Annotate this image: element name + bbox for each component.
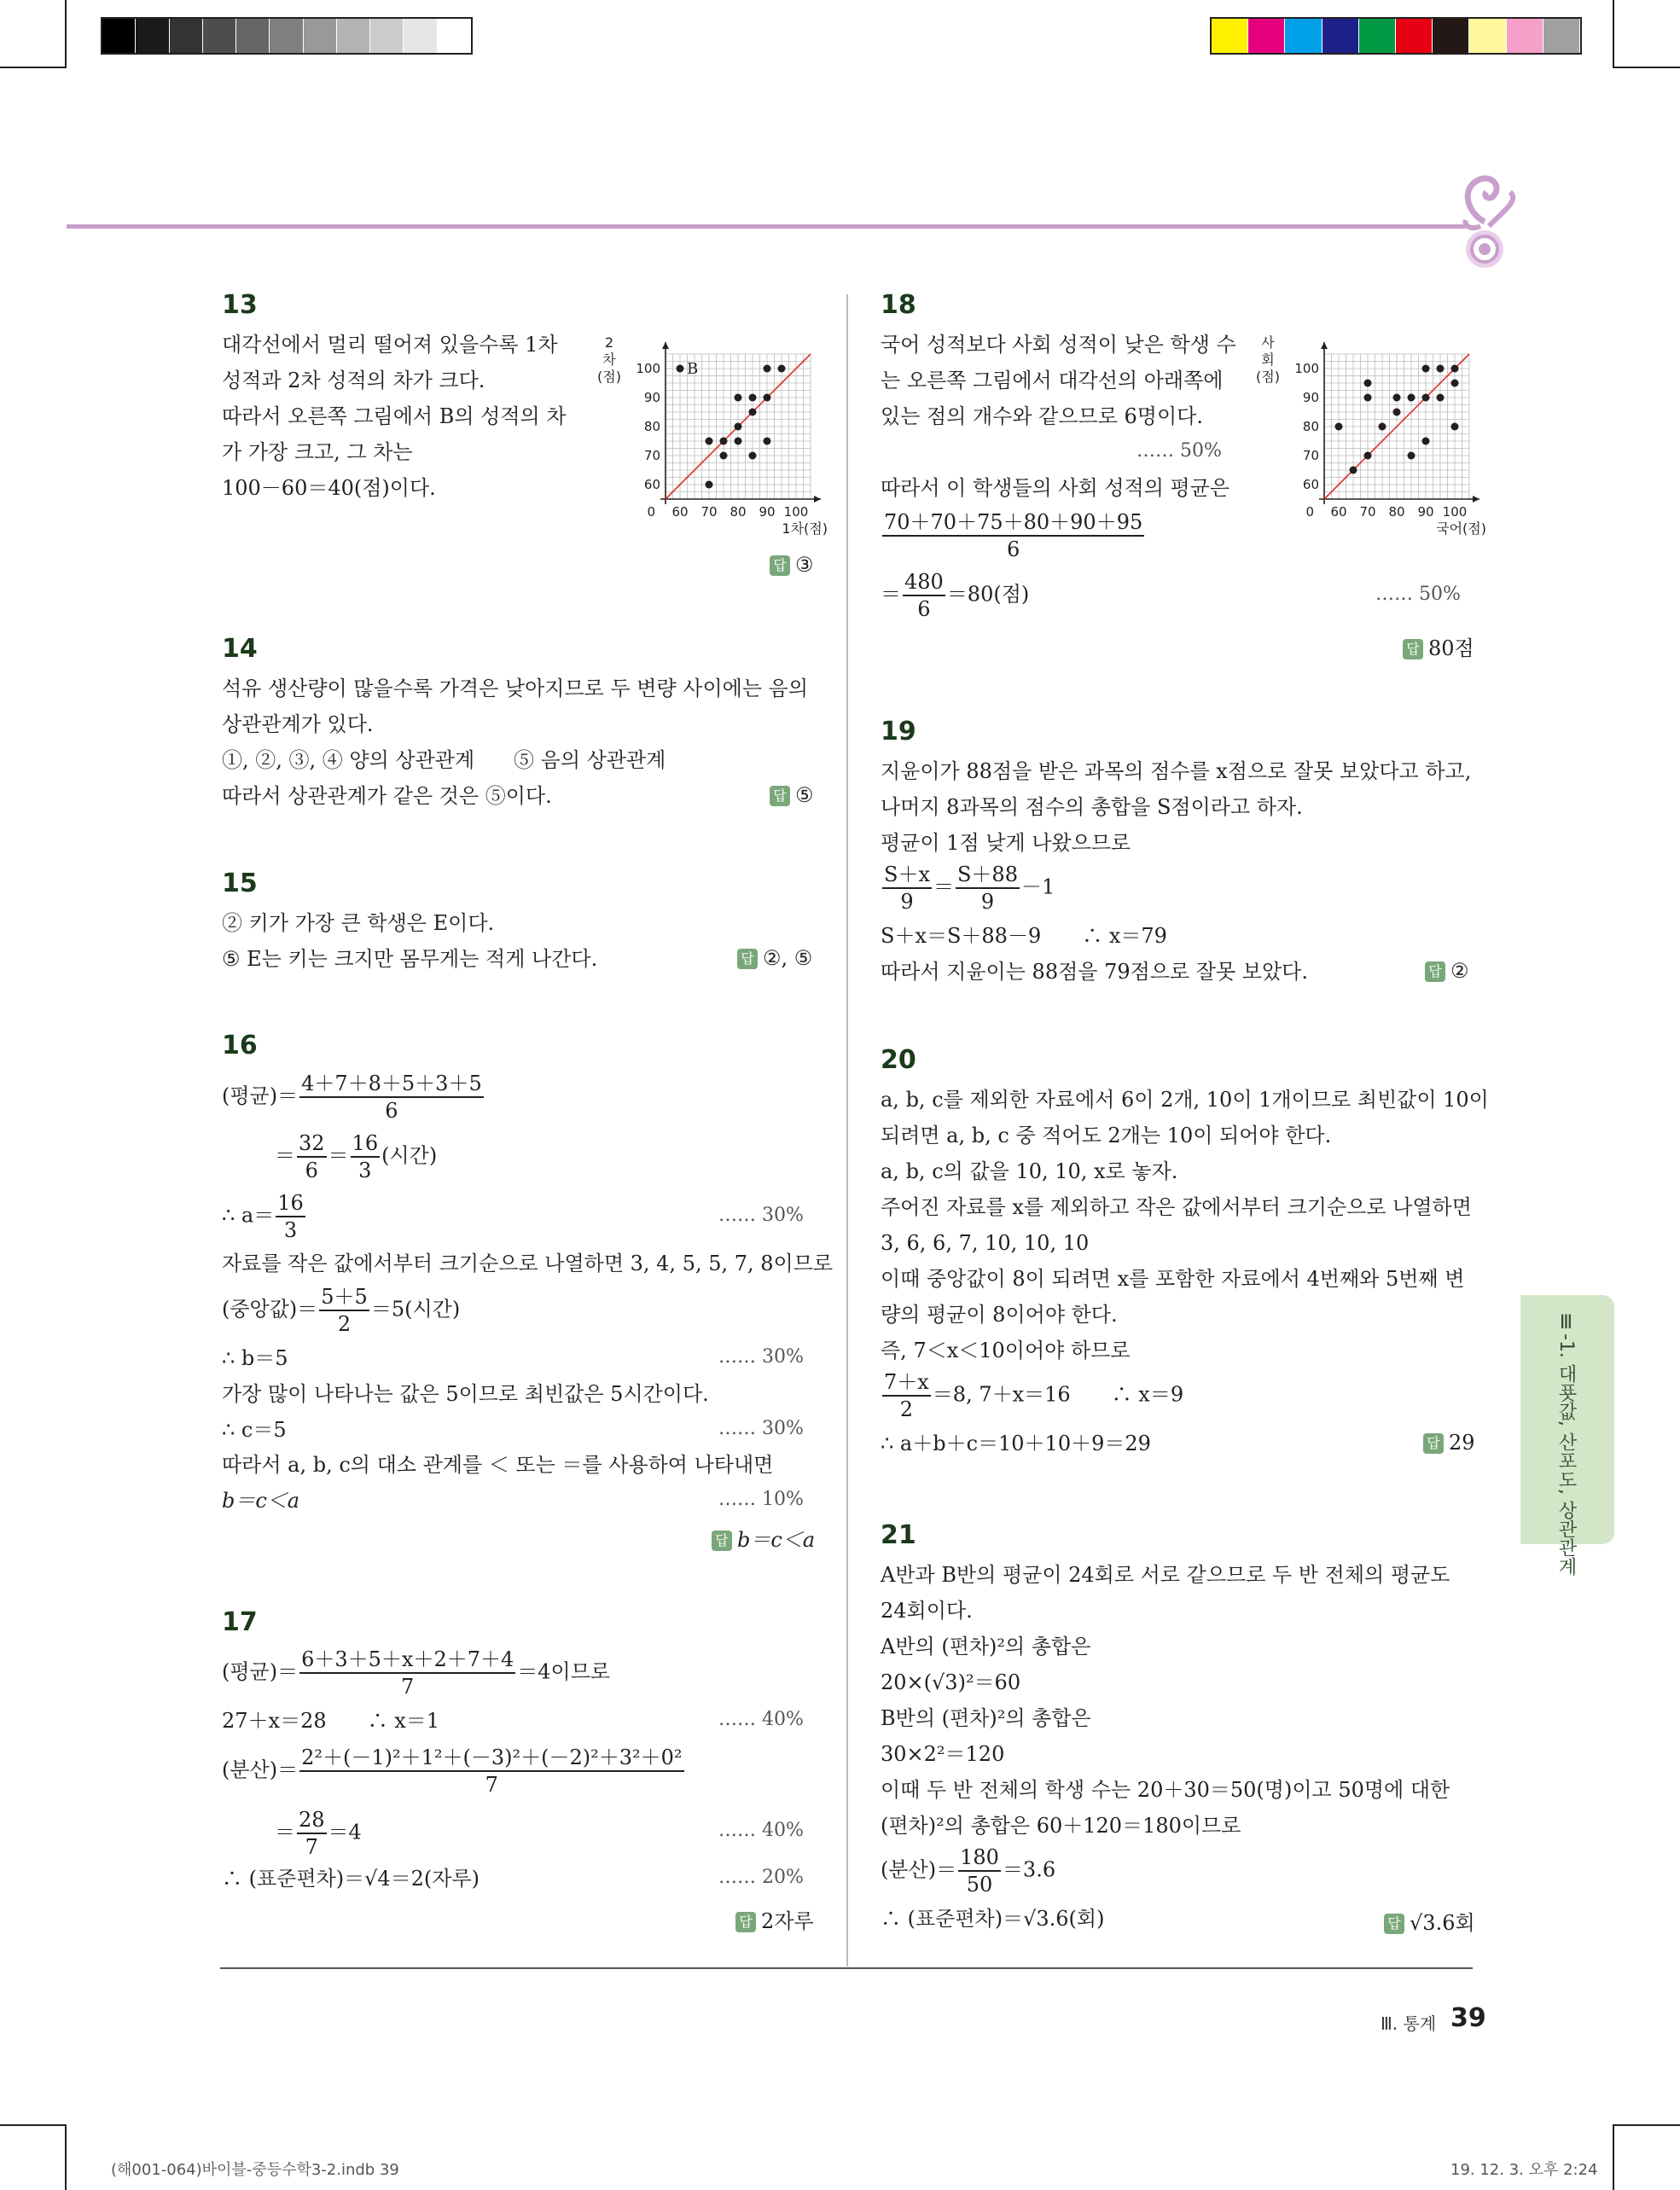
q20-line10: ∴ a＋b＋c＝10＋10＋9＝29 [881,1432,1151,1455]
x-tick-label: 70 [1359,504,1376,520]
footer-section: Ⅲ. 통계 [1381,2013,1437,2034]
y-axis-label: 회 [1261,351,1275,368]
q18-line4: 따라서 이 학생들의 사회 성적의 평균은 [881,476,1230,500]
q21-variance: (분산)＝ $\frac{180}{50}$ ＝3.6 [881,1845,1056,1897]
data-point [735,438,742,445]
process-swatch [1469,19,1506,53]
q21-line7: 이때 두 반 전체의 학생 수는 20＋30＝50(명)이고 50명에 대한 [881,1778,1450,1802]
data-point [1408,394,1416,402]
gray-swatch [370,19,404,53]
x-axis-label: 국어(점) [1436,520,1486,537]
q20-equation: $\frac{7+x}{2}$ ＝8, 7＋x＝16 ∴ x＝9 [884,1370,1184,1421]
q16-b-value: ∴ b＝5 [222,1346,288,1370]
q14-line2: 상관관계가 있다. [222,712,374,736]
data-point [677,365,684,373]
gray-color-bar [101,17,473,55]
q16-sort-text: 자료를 작은 값에서부터 크기순으로 나열하면 3, 4, 5, 5, 7, 8이므로 [222,1252,834,1275]
q20-line3: a, b, c의 값을 10, 10, x로 놓자. [881,1159,1178,1183]
y-axis-arrow [662,342,669,349]
gray-swatch [438,19,471,53]
q15-line1: ② 키가 가장 큰 학생은 E이다. [222,911,495,935]
gray-swatch [404,19,437,53]
y-axis-label: 차 [602,351,616,368]
q14-line4: 따라서 상관관계가 같은 것은 ⑤이다. [222,784,552,808]
data-point [749,394,757,402]
q18-number: 18 [881,290,916,320]
q13-line3: 따라서 오른쪽 그림에서 B의 성적의 차 [222,404,567,428]
q16-score4: …… 10% [718,1489,804,1510]
q15-line2: ⑤ E는 키는 크지만 몸무게는 적게 나간다. [222,947,598,971]
q16-score3: …… 30% [718,1418,804,1439]
footer-file-name: (해001-064)바이블-중등수학3-2.indb 39 [111,2161,399,2179]
q16-score2: …… 30% [718,1346,804,1368]
data-point [1379,423,1386,431]
q20-number: 20 [881,1045,916,1075]
q13-number: 13 [222,290,258,320]
data-point [1437,365,1445,373]
q17-score2: …… 40% [718,1820,804,1841]
q13-line4: 가 가장 크고, 그 차는 [222,440,413,464]
y-axis-label: 2 [604,334,614,351]
q21-line5: B반의 (편차)²의 총합은 [881,1706,1091,1730]
q13-answer: 답 ③ [770,553,814,577]
q16-median: (중앙값)＝ $\frac{5+5}{2}$ ＝5(시간) [222,1285,461,1336]
q17-score1: …… 40% [718,1709,804,1730]
y-tick-label: 80 [643,419,660,434]
data-point [764,394,771,402]
q18-line1: 국어 성적보다 사회 성적이 낮은 학생 수 [881,333,1236,357]
crop-mark-tl-v [65,0,67,68]
process-swatch [1248,19,1285,53]
data-point [1422,365,1430,373]
q13-line2: 성적과 2차 성적의 차가 크다. [222,369,485,392]
gray-swatch [270,19,303,53]
y-tick-label: 60 [643,477,660,492]
q18-line2: 는 오른쪽 그림에서 대각선의 아래쪽에 [881,369,1224,392]
q18-score1: …… 50% [1136,440,1222,462]
x-tick-label: 90 [759,504,776,520]
q16-number: 16 [222,1031,258,1060]
data-point [720,452,728,460]
q19-equation: $\frac{S+x}{9}$ ＝ $\frac{S+88}{9}$ －1 [884,863,1055,914]
q20-line2: 되려면 a, b, c 중 적어도 2개는 10이 되어야 한다. [881,1124,1332,1147]
q16-answer: 답 b＝c＜a [712,1523,815,1553]
flourish-ornament-icon [1442,162,1527,273]
x-tick-label: 80 [1388,504,1405,520]
gray-swatch [136,19,169,53]
q18-score2: …… 50% [1375,584,1461,605]
q17-mean: (평균)＝ $\frac{6+3+5+x+2+7+4}{7}$ ＝4이므로 [222,1647,611,1699]
data-point [778,365,786,373]
page-number: 39 [1450,2003,1486,2033]
process-swatch [1212,19,1248,53]
q21-line2: 24회이다. [881,1599,973,1623]
data-point [1335,423,1343,431]
data-point [1393,394,1401,402]
crop-mark-br-v [1613,2124,1614,2190]
q21-line8: (편차)²의 총합은 60＋120＝180이므로 [881,1814,1241,1838]
x-tick-label: 70 [700,504,718,520]
y-axis-label: 사 [1261,334,1275,351]
q16-mode-text: 가장 많이 나타나는 값은 5이므로 최빈값은 5시간이다. [222,1382,709,1406]
y-tick-label: 70 [643,448,660,463]
q19-answer: 답 ② [1425,959,1469,983]
crop-mark-tr-h [1613,67,1680,68]
q18-mean-result: ＝ $\frac{480}{6}$ ＝80(점) [881,570,1030,621]
y-tick-label: 80 [1302,419,1319,434]
header-rule [67,224,1466,229]
data-point [1451,423,1459,431]
x-axis-arrow [1473,496,1479,502]
q19-line5: S＋x＝S＋88－9 ∴ x＝79 [881,924,1167,948]
footer-date: 19. 12. 3. 오후 2:24 [1450,2161,1598,2179]
point-annotation-label: B [687,360,699,378]
y-axis-arrow [1321,342,1328,349]
data-point [735,423,742,431]
data-point [1364,452,1372,460]
crop-mark-bl-h [0,2124,67,2126]
crop-mark-bl-v [65,2124,67,2190]
q17-variance: (분산)＝ $\frac{\text{2²＋(－1)²＋1²＋(－3)²＋(－2)²＋3²＋0²}}{7}$ [222,1746,683,1797]
crop-mark-br-h [1613,2124,1680,2126]
q21-sd: ∴ (표준편차)＝√3.6(회) [881,1907,1105,1931]
x-tick-label: 80 [730,504,747,520]
q21-line6: 30×2²＝120 [881,1742,1005,1766]
data-point [706,438,713,445]
q16-mean: (평균)＝ $\frac{4+7+8+5+3+5}{6}$ [222,1072,482,1123]
data-point [1451,365,1459,373]
q17-score3: …… 20% [718,1867,804,1888]
data-point [706,481,713,489]
q18-answer: 답 80점 [1403,631,1474,661]
q13-line5: 100－60＝40(점)이다. [222,476,436,500]
data-point [749,409,757,416]
q21-number: 21 [881,1520,916,1550]
q19-line2: 나머지 8과목의 점수의 총합을 S점이라고 하자. [881,795,1303,819]
y-tick-label: 90 [643,390,660,405]
origin-label: 0 [1305,504,1314,520]
q17-sd: ∴ (표준편차)＝√4＝2(자루) [222,1867,480,1891]
y-tick-label: 100 [1294,361,1319,376]
process-swatch [1433,19,1469,53]
y-axis-label: (점) [597,369,621,385]
q17-number: 17 [222,1607,258,1637]
data-point [1408,452,1416,460]
process-swatch [1507,19,1543,53]
q21-line1: A반과 B반의 평균이 24회로 서로 같으므로 두 반 전체의 평균도 [881,1563,1450,1587]
q16-c-value: ∴ c＝5 [222,1418,287,1442]
gray-swatch [236,19,270,53]
x-axis-arrow [814,496,821,502]
column-divider [846,294,848,1966]
crop-mark-tr-v [1613,0,1614,68]
y-tick-label: 90 [1302,390,1319,405]
q20-line4: 주어진 자료를 x를 제외하고 작은 값에서부터 크기순으로 나열하면 [881,1195,1472,1219]
data-point [1437,394,1445,402]
x-axis-label: 1차(점) [782,520,828,537]
process-swatch [1396,19,1433,53]
q14-line3a: ①, ②, ③, ④ 양의 상관관계 [222,748,475,772]
chapter-side-tab: Ⅲ-1. 대푯값, 산포도, 상관관계 [1520,1295,1614,1544]
q20-line1: a, b, c를 제외한 자료에서 6이 2개, 10이 1개이므로 최빈값이 10이 [881,1088,1489,1112]
data-point [1422,394,1430,402]
data-point [720,438,728,445]
q19-number: 19 [881,717,916,746]
y-tick-label: 100 [636,361,660,376]
gray-swatch [203,19,236,53]
q19-line1: 지윤이가 88점을 받은 과목의 점수를 x점으로 잘못 보았다고 하고, [881,759,1472,783]
q17-variance-result: ＝ $\frac{28}{7}$ ＝4 [275,1808,362,1859]
q15-number: 15 [222,868,258,898]
q21-answer: 답 √3.6회 [1384,1906,1475,1936]
data-point [735,394,742,402]
data-point [1364,394,1372,402]
x-tick-label: 60 [1330,504,1347,520]
gray-swatch [170,19,203,53]
q18-line3: 있는 점의 개수와 같으므로 6명이다. [881,404,1203,428]
x-tick-label: 60 [671,504,689,520]
data-point [1364,380,1372,387]
data-point [764,365,771,373]
q16-compare-text: 따라서 a, b, c의 대소 관계를 ＜ 또는 ＝를 사용하여 나타내면 [222,1453,774,1477]
q14-line1: 석유 생산량이 많을수록 가격은 낮아지므로 두 변량 사이에는 음의 [222,677,808,700]
process-swatch [1322,19,1359,53]
data-point [1393,409,1401,416]
q16-score1: …… 30% [718,1205,804,1226]
x-tick-label: 90 [1417,504,1434,520]
q21-line3: A반의 (편차)²의 총합은 [881,1635,1091,1658]
data-point [749,452,757,460]
origin-label: 0 [647,504,655,520]
q21-line4: 20×(√3)²＝60 [881,1670,1021,1694]
q20-line5: 3, 6, 6, 7, 10, 10, 10 [881,1231,1090,1255]
process-swatch [1285,19,1322,53]
q17-x-value: 27＋x＝28 ∴ x＝1 [222,1709,440,1733]
y-tick-label: 60 [1302,477,1319,492]
q19-line3: 평균이 1점 낮게 나왔으므로 [881,831,1131,855]
q16-a-value: ∴ a＝ $\frac{16}{3}$ [222,1191,304,1242]
q16-result: b＝c＜a [222,1489,300,1513]
q18-scatter-plot [1256,328,1486,550]
q14-number: 14 [222,634,258,664]
q15-answer: 답 ②, ⑤ [737,946,812,970]
q20-line6: 이때 중앙값이 8이 되려면 x를 포함한 자료에서 4번째와 5번째 변 [881,1267,1465,1291]
x-tick-label: 100 [783,504,809,520]
q20-line8: 즉, 7＜x＜10이어야 하므로 [881,1339,1131,1362]
process-color-bar [1210,17,1582,55]
q14-answer: 답 ⑤ [770,783,814,807]
data-point [1350,467,1357,474]
process-swatch [1543,19,1580,53]
q17-answer: 답 2자루 [735,1904,814,1934]
q16-mean-result: ＝ $\frac{32}{6}$ ＝ $\frac{16}{3}$ (시간) [275,1131,438,1182]
x-tick-label: 100 [1442,504,1468,520]
q13-line1: 대각선에서 멀리 떨어져 있을수록 1차 [222,333,558,357]
q20-answer: 답 29 [1423,1431,1475,1455]
gray-swatch [337,19,370,53]
q13-scatter-plot [597,328,828,550]
data-point [1422,438,1430,445]
bottom-rule [220,1967,1473,1969]
y-tick-label: 70 [1302,448,1319,463]
q18-mean-fraction: $\frac{70+70+75+80+90+95}{6}$ [884,510,1143,561]
data-point [1451,380,1459,387]
gray-swatch [102,19,136,53]
q14-line3b: ⑤ 음의 상관관계 [514,748,666,772]
gray-swatch [304,19,337,53]
data-point [764,438,771,445]
q19-line6: 따라서 지윤이는 88점을 79점으로 잘못 보았다. [881,960,1308,984]
crop-mark-tl-h [0,67,67,68]
q20-line7: 량의 평균이 8이어야 한다. [881,1303,1118,1327]
y-axis-label: (점) [1256,369,1280,385]
process-swatch [1359,19,1396,53]
